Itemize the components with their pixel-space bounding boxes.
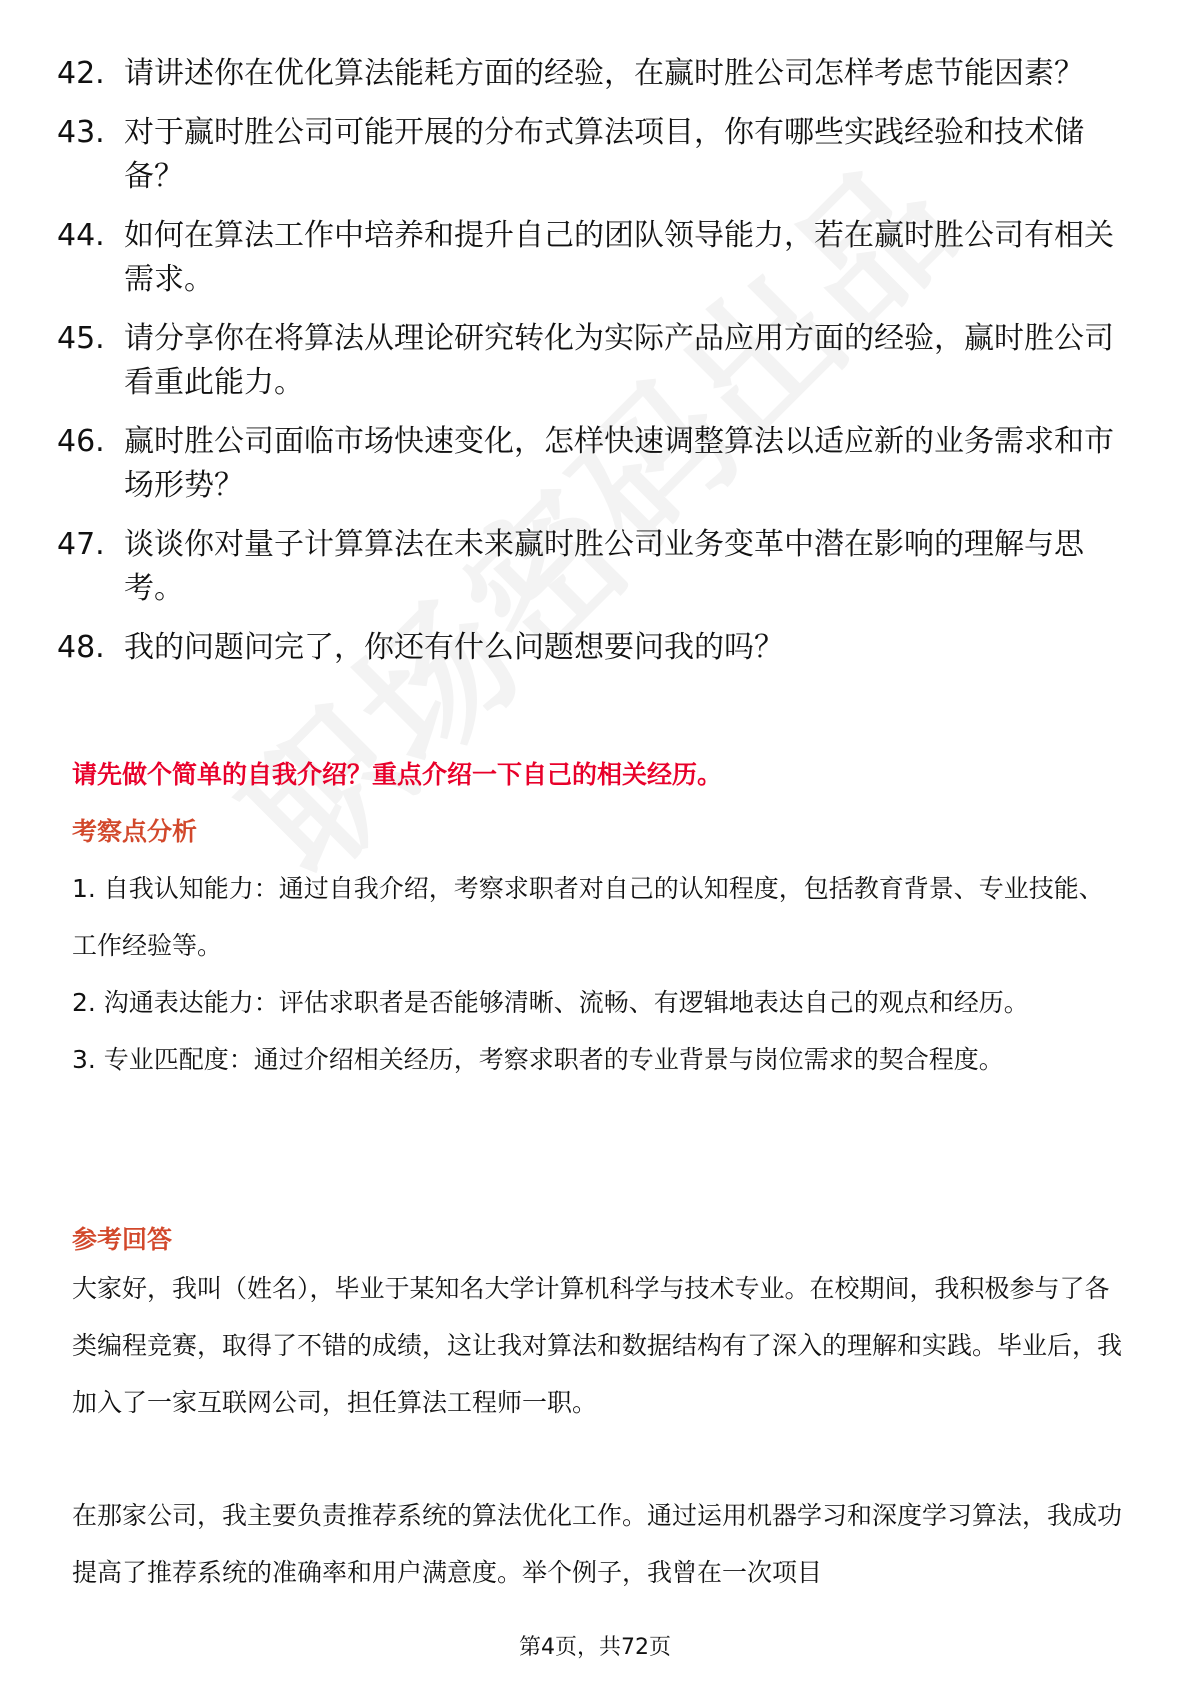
analysis-list [72, 860, 1122, 1088]
question-item [57, 420, 1132, 508]
question-list [57, 52, 1132, 685]
question-number: 48. [57, 630, 105, 665]
question-text: 谈谈你对量子计算算法在未来赢时胜公司业务变革中潜在影响的理解与思考。 [124, 527, 1084, 606]
question-item [57, 317, 1132, 405]
question-number: 45. [57, 321, 105, 356]
question-text: 赢时胜公司面临市场快速变化，怎样快速调整算法以适应新的业务需求和市场形势？ [124, 424, 1114, 503]
question-text: 请讲述你在优化算法能耗方面的经验，在赢时胜公司怎样考虑节能因素？ [124, 56, 1084, 91]
question-item [57, 214, 1132, 302]
answer-body [72, 1260, 1122, 1601]
question-item [57, 111, 1132, 199]
question-text: 我的问题问完了，你还有什么问题想要问我的吗？ [124, 630, 784, 665]
question-number: 47. [57, 527, 105, 562]
analysis-item: 3. 专业匹配度：通过介绍相关经历，考察求职者的专业背景与岗位需求的契合程度。 [72, 1045, 1004, 1074]
question-number: 43. [57, 115, 105, 150]
answer-heading: 参考回答 [72, 1225, 173, 1254]
question-text: 请分享你在将算法从理论研究转化为实际产品应用方面的经验，赢时胜公司看重此能力。 [124, 321, 1114, 400]
question-item [57, 626, 1132, 670]
question-number: 44. [57, 218, 105, 253]
question-number: 46. [57, 424, 105, 459]
analysis-item: 2. 沟通表达能力：评估求职者是否能够清晰、流畅、有逻辑地表达自己的观点和经历。 [72, 988, 1029, 1017]
answer-paragraph: 在那家公司，我主要负责推荐系统的算法优化工作。通过运用机器学习和深度学习算法，我成功提高了推荐系统的准确率和用户满意度。举个例子，我曾在一次项目 [72, 1501, 1123, 1587]
analysis-heading: 考察点分析 [72, 817, 198, 846]
page-footer: 第4页，共72页 [519, 1635, 671, 1660]
answer-paragraph: 大家好，我叫（姓名），毕业于某知名大学计算机科学与技术专业。在校期间，我积极参与了各类编程竞赛，取得了不错的成绩，这让我对算法和数据结构有了深入的理解和实践。毕业后，我加入了一家互联网公司，担任算法工程师一职。 [72, 1274, 1123, 1417]
question-title: 请先做个简单的自我介绍？重点介绍一下自己的相关经历。 [72, 760, 723, 789]
question-text: 对于赢时胜公司可能开展的分布式算法项目，你有哪些实践经验和技术储备？ [124, 115, 1084, 194]
question-item [57, 52, 1132, 96]
question-text: 如何在算法工作中培养和提升自己的团队领导能力，若在赢时胜公司有相关需求。 [124, 218, 1114, 297]
analysis-item: 1. 自我认知能力：通过自我介绍，考察求职者对自己的认知程度，包括教育背景、专业技能、工作经验等。 [72, 874, 1104, 960]
question-item [57, 523, 1132, 611]
question-number: 42. [57, 56, 105, 91]
